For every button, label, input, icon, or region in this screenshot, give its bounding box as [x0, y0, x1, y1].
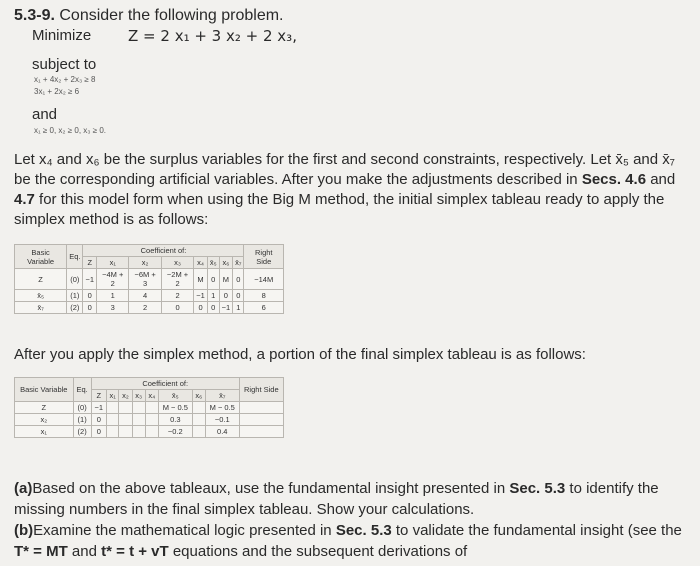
question-a-label: (a) [14, 480, 33, 497]
basic-cell: x̄₇ [15, 302, 67, 314]
coef-cell: M − 0.5 [158, 402, 192, 414]
eq-cell: (1) [67, 290, 83, 302]
question-a-text-1: Based on the above tableaux, use the fundamental insight presented in [32, 480, 510, 497]
right-side-header: Right Side [239, 378, 283, 402]
coef-cell: 0 [219, 290, 233, 302]
right-side-header: Right Side [244, 245, 284, 269]
var-header: x₃ [161, 257, 193, 269]
constraint-2: 3x₁ + 2x₂ ≥ 6 [34, 87, 80, 96]
coef-cell: −1 [219, 302, 233, 314]
coef-cell: 2 [129, 302, 161, 314]
basic-variable-header: Basic Variable [15, 245, 67, 269]
coef-cell: −1 [194, 290, 208, 302]
blank-cell [239, 414, 283, 426]
final-tableau [14, 377, 284, 438]
question-a-text-2: to identify the missing numbers in the final simplex tableau. Show your calculations. [14, 480, 659, 518]
coef-cell: 0.4 [205, 426, 239, 438]
var-header: x₃ [132, 390, 145, 402]
blank-cell [145, 402, 158, 414]
intro-paragraph [14, 150, 686, 230]
question-b-label: (b) [14, 522, 34, 539]
coefficient-header: Coefficient of: [83, 245, 244, 257]
coef-cell: 0 [194, 302, 208, 314]
blank-cell [239, 426, 283, 438]
problem-title [14, 7, 284, 25]
basic-cell: Z [15, 402, 74, 414]
basic-cell: Z [15, 269, 67, 290]
question-b-text-2: to validate the fundamental insight (see the [391, 522, 682, 539]
blank-cell [192, 402, 205, 414]
blank-cell [106, 402, 119, 414]
subject-to-label: subject to [32, 56, 97, 73]
coef-cell: −0.2 [158, 426, 192, 438]
z-cell: 0 [91, 414, 106, 426]
paragraph-text-1: Let x₄ and x₆ be the surplus variables for the first and second constraints, respectively. Let x̄₅ and x̄₇ be the corresponding artificial variables. After you make the adjustments described in [14, 151, 675, 188]
coef-cell: −0.1 [205, 414, 239, 426]
problem-intro: Consider the following problem. [59, 7, 284, 24]
coef-cell: 0 [161, 302, 193, 314]
var-header: x₆ [219, 257, 233, 269]
table-row [15, 414, 284, 426]
coef-cell: M − 0.5 [205, 402, 239, 414]
coef-cell: 0 [233, 269, 244, 290]
rhs-cell: 6 [244, 302, 284, 314]
basic-cell: x₁ [15, 426, 74, 438]
blank-cell [192, 414, 205, 426]
table-row [15, 269, 284, 290]
var-header: x₂ [119, 390, 132, 402]
basic-cell: x₂ [15, 414, 74, 426]
z-header: Z [91, 390, 106, 402]
question-a-ref: Sec. 5.3 [509, 480, 566, 497]
blank-cell [119, 402, 132, 414]
rhs-cell: −14M [244, 269, 284, 290]
coef-cell: −2M + 2 [161, 269, 193, 290]
var-header: x̄₇ [205, 390, 239, 402]
z-cell: −1 [91, 402, 106, 414]
question-b-text-1: Examine the mathematical logic presented in [33, 522, 336, 539]
problem-number: 5.3-9. [14, 7, 55, 24]
coef-cell: −4M + 2 [97, 269, 129, 290]
question-b-eq-2: t* = t + vT [101, 543, 169, 560]
paragraph-text-2: and [646, 171, 676, 188]
coef-cell: 3 [97, 302, 129, 314]
eq-header: Eq. [67, 245, 83, 269]
z-cell: 0 [83, 302, 97, 314]
table-row [15, 426, 284, 438]
blank-cell [192, 426, 205, 438]
basic-cell: x̄₅ [15, 290, 67, 302]
blank-cell [145, 414, 158, 426]
var-header: x̄₅ [158, 390, 192, 402]
coef-cell: 1 [97, 290, 129, 302]
question-b-ref: Sec. 5.3 [335, 522, 392, 539]
coef-cell: 0.3 [158, 414, 192, 426]
objective-function: Z = 2 x₁ + 3 x₂ + 2 x₃, [128, 27, 297, 45]
coef-cell: 1 [233, 302, 244, 314]
coefficient-header: Coefficient of: [91, 378, 239, 390]
eq-cell: (0) [67, 269, 83, 290]
var-header: x₂ [129, 257, 161, 269]
eq-header: Eq. [73, 378, 91, 402]
paragraph-text-3: for this model form when using the Big M method, the initial simplex tableau ready to apply the simplex method is as follows: [14, 191, 665, 228]
blank-cell [106, 414, 119, 426]
eq-cell: (2) [73, 426, 91, 438]
table-row [15, 402, 284, 414]
paragraph-ref-2: 4.7 [14, 191, 35, 208]
table-row [15, 290, 284, 302]
coef-cell: M [194, 269, 208, 290]
coef-cell: 4 [129, 290, 161, 302]
eq-cell: (2) [67, 302, 83, 314]
blank-cell [132, 402, 145, 414]
coef-cell: 0 [207, 302, 219, 314]
var-header: x₄ [194, 257, 208, 269]
coef-cell: M [219, 269, 233, 290]
question-b [14, 520, 686, 562]
blank-cell [239, 402, 283, 414]
var-header: x₄ [145, 390, 158, 402]
after-text: After you apply the simplex method, a portion of the final simplex tableau is as follows: [14, 346, 586, 363]
coef-cell: −6M + 3 [129, 269, 161, 290]
blank-cell [119, 414, 132, 426]
z-cell: −1 [83, 269, 97, 290]
question-a [14, 478, 686, 520]
var-header: x̄₇ [233, 257, 244, 269]
coef-cell: 2 [161, 290, 193, 302]
basic-variable-header: Basic Variable [15, 378, 74, 402]
question-b-text-3: and [67, 543, 102, 560]
blank-cell [132, 426, 145, 438]
blank-cell [132, 414, 145, 426]
coef-cell: 0 [233, 290, 244, 302]
constraint-1: x₁ + 4x₂ + 2x₃ ≥ 8 [34, 75, 96, 84]
blank-cell [145, 426, 158, 438]
nonnegativity: x₁ ≥ 0, x₂ ≥ 0, x₃ ≥ 0. [34, 126, 107, 135]
question-b-eq-1: T* = MT [14, 543, 68, 560]
minimize-label: Minimize [32, 27, 92, 44]
z-header: Z [83, 257, 97, 269]
paragraph-ref-1: Secs. 4.6 [581, 171, 647, 188]
coef-cell: 0 [207, 269, 219, 290]
var-header: x₁ [97, 257, 129, 269]
var-header: x̄₅ [207, 257, 219, 269]
eq-cell: (0) [73, 402, 91, 414]
initial-tableau [14, 244, 284, 314]
z-cell: 0 [91, 426, 106, 438]
question-b-text-4: equations and the subsequent derivations of [168, 543, 468, 560]
coef-cell: 1 [207, 290, 219, 302]
blank-cell [119, 426, 132, 438]
var-header: x₁ [106, 390, 119, 402]
blank-cell [106, 426, 119, 438]
eq-cell: (1) [73, 414, 91, 426]
z-cell: 0 [83, 290, 97, 302]
rhs-cell: 8 [244, 290, 284, 302]
var-header: x₆ [192, 390, 205, 402]
table-row [15, 302, 284, 314]
and-label: and [32, 106, 58, 123]
